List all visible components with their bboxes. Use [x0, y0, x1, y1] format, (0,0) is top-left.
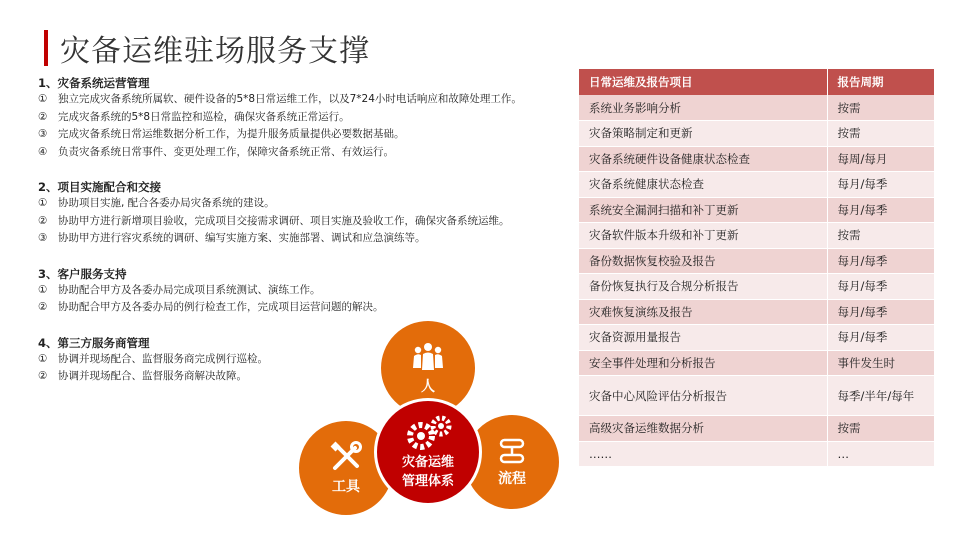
list-item	[38, 144, 578, 162]
table-row	[579, 299, 934, 325]
cell-period: 事件发生时	[827, 350, 934, 376]
item-text: 完成灾备系统的5*8日常监控和巡检，确保灾备系统正常运行。	[58, 110, 350, 123]
flow-label: 流程	[498, 471, 526, 487]
title-accent-bar	[44, 30, 48, 66]
section-heading: 4、第三方服务商管理	[38, 335, 150, 350]
table-row	[579, 274, 934, 300]
cell-item: 灾备资源用量报告	[579, 325, 827, 351]
tools-label: 工具	[332, 479, 360, 495]
center-label-line1: 灾备运维	[401, 455, 454, 470]
table-row	[579, 441, 934, 467]
item-number: ③	[38, 232, 48, 244]
table-row	[579, 121, 934, 147]
page-title: 灾备运维驻场服务支撑	[60, 34, 370, 69]
section-heading: 3、客户服务支持	[38, 266, 127, 281]
table-row	[579, 416, 934, 442]
item-text: 协助项目实施, 配合各委办局灾备系统的建设。	[58, 197, 275, 209]
cell-period: 每周/每月	[827, 146, 934, 172]
management-system-diagram	[296, 318, 576, 528]
report-schedule-table	[579, 69, 934, 467]
table-row	[579, 95, 934, 121]
section-operations	[38, 75, 578, 161]
table-row	[579, 197, 934, 223]
table-row	[579, 248, 934, 274]
header-period: 报告周期	[827, 69, 934, 95]
table-header-row	[579, 69, 934, 95]
table-row	[579, 172, 934, 198]
item-text: 协助甲方进行新增项目验收，完成项目交接需求调研、项目实施及验收工作，确保灾备系统运维。	[58, 214, 510, 227]
table-row	[579, 325, 934, 351]
cell-item: 备份恢复执行及合规分析报告	[579, 274, 827, 300]
item-text: 完成灾备系统日常运维数据分析工作，为提升服务质量提供必要数据基础。	[58, 128, 405, 140]
cell-period: …	[827, 441, 934, 467]
people-label: 人	[421, 379, 435, 395]
section-heading: 2、项目实施配合和交接	[38, 180, 162, 194]
flow-icon	[497, 436, 527, 466]
item-number: ③	[38, 128, 48, 140]
people-icon	[411, 340, 445, 374]
item-number: ②	[38, 301, 48, 313]
section-customer	[38, 266, 578, 317]
list-item	[38, 109, 578, 127]
item-text: 协助配合甲方及各委办局完成项目系统测试、演练工作。	[58, 283, 321, 296]
header-item: 日常运维及报告项目	[579, 69, 827, 95]
list-item	[38, 195, 578, 213]
list-item	[38, 282, 578, 300]
cell-item: 灾备中心风险评估分析报告	[579, 376, 827, 416]
gears-icon	[401, 414, 455, 452]
item-text: 独立完成灾备系统所属软、硬件设备的5*8日常运维工作，以及7*24小时电话响应和故障处理工作。	[58, 93, 522, 105]
list-item	[38, 91, 578, 109]
cell-period: 每月/每季	[827, 172, 934, 198]
cell-period: 按需	[827, 95, 934, 121]
list-item	[38, 126, 578, 144]
section-heading: 1、灾备系统运营管理	[38, 76, 150, 90]
table-row	[579, 223, 934, 249]
item-number: ①	[38, 283, 48, 296]
item-number: ④	[38, 145, 48, 158]
cell-period: 每月/每季	[827, 274, 934, 300]
item-number: ②	[38, 370, 48, 382]
item-text: 协调并现场配合、监督服务商完成例行巡检。	[58, 352, 268, 365]
list-item	[38, 230, 578, 248]
cell-item: 灾备策略制定和更新	[579, 121, 827, 147]
cell-item: 灾备软件版本升级和补丁更新	[579, 223, 827, 249]
cell-period: 每季/半年/每年	[827, 376, 934, 416]
cell-period: 按需	[827, 416, 934, 442]
list-item	[38, 299, 578, 317]
item-number: ①	[38, 93, 48, 105]
item-text: 协助甲方进行容灾系统的调研、编写实施方案、实施部署、调试和应急演练等。	[58, 232, 426, 244]
item-number: ①	[38, 352, 48, 365]
cell-item: 备份数据恢复校验及报告	[579, 248, 827, 274]
cell-item: 安全事件处理和分析报告	[579, 350, 827, 376]
cell-period: 每月/每季	[827, 248, 934, 274]
cell-period: 按需	[827, 121, 934, 147]
center-label-line2: 管理体系	[401, 474, 454, 489]
table-row	[579, 350, 934, 376]
cell-item: 高级灾备运维数据分析	[579, 416, 827, 442]
cell-period: 每月/每季	[827, 325, 934, 351]
cell-period: 每月/每季	[827, 299, 934, 325]
cell-period: 每月/每季	[827, 197, 934, 223]
tools-icon	[329, 440, 363, 474]
center-circle	[374, 398, 482, 506]
table-row	[579, 376, 934, 416]
cell-item: 灾备系统硬件设备健康状态检查	[579, 146, 827, 172]
cell-item: 灾难恢复演练及报告	[579, 299, 827, 325]
item-number: ①	[38, 197, 48, 209]
item-text: 协调并现场配合、监督服务商解决故障。	[58, 370, 247, 382]
list-item	[38, 213, 578, 231]
item-number: ②	[38, 110, 48, 123]
cell-item: 系统业务影响分析	[579, 95, 827, 121]
cell-period: 按需	[827, 223, 934, 249]
cell-item: ……	[579, 441, 827, 467]
cell-item: 系统安全漏洞扫描和补丁更新	[579, 197, 827, 223]
table-row	[579, 146, 934, 172]
item-text: 协助配合甲方及各委办局的例行检查工作，完成项目运营问题的解决。	[58, 301, 384, 313]
item-text: 负责灾备系统日常事件、变更处理工作，保障灾备系统正常、有效运行。	[58, 145, 394, 158]
section-project	[38, 179, 578, 248]
item-number: ②	[38, 214, 48, 227]
cell-item: 灾备系统健康状态检查	[579, 172, 827, 198]
